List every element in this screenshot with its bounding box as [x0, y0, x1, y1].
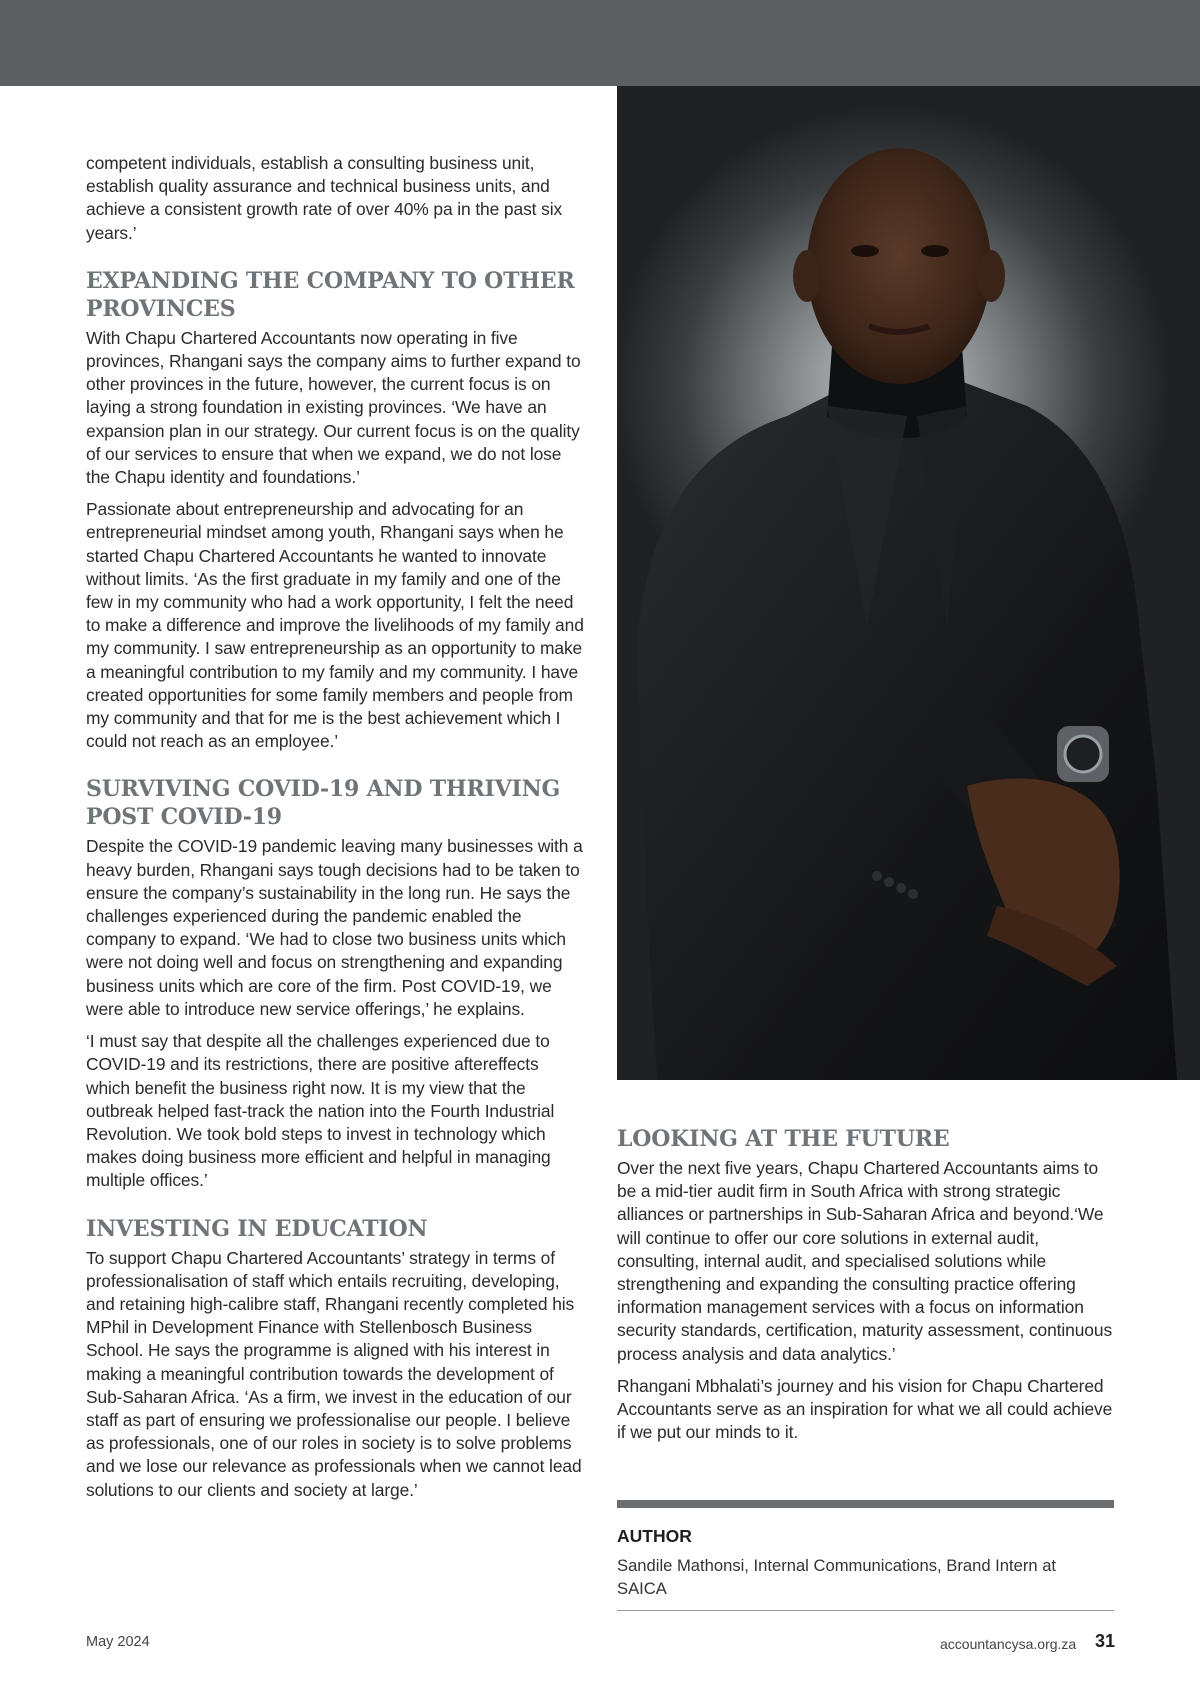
author-credit: Sandile Mathonsi, Internal Communications, Brand Intern at SAICA	[617, 1556, 1057, 1598]
left-column	[86, 152, 586, 1511]
page-number: 31	[1095, 1631, 1116, 1651]
section-heading-covid	[86, 775, 586, 831]
right-column	[617, 1125, 1117, 1453]
body-paragraph: Over the next five years, Chapu Chartered Accountants aims to be a mid-tier audit firm in South Africa with strong strategic alliances or partnerships in Sub-Saharan Africa and beyond.‘We will continue to offer our core solutions in external audit, consulting, internal audit, and specialised solutions while strengthening and expanding the consulting practice offering information management services with a focus on information security standards, certification, maturity assessment, continuous process analysis and data analytics.’	[617, 1158, 1113, 1364]
body-paragraph: ‘I must say that despite all the challenges experienced due to COVID-19 and its restrictions, there are positive aftereffects which benefit the business right now. It is my view that the outbreak helped fast-track the nation into the Fourth Industrial Revolution. We took bold steps to invest in technology which makes doing business more efficient and helpful in managing multiple offices.’	[86, 1031, 555, 1191]
heading-line: PROVINCES	[86, 295, 236, 322]
section-heading-future: LOOKING AT THE FUTURE	[617, 1126, 950, 1152]
section-heading-education	[86, 1215, 586, 1243]
author-heading: AUTHOR	[617, 1526, 692, 1546]
heading-line: SURVIVING COVID-19 AND THRIVING	[86, 776, 561, 803]
intro-paragraph: competent individuals, establish a consulting business unit, establish quality assurance and technical business units, and achieve a consistent growth rate of over 40% pa in the past six years.’	[86, 153, 563, 243]
footer-website: accountancysa.org.za	[940, 1636, 1077, 1652]
bottom-divider	[617, 1610, 1114, 1611]
body-paragraph: Despite the COVID-19 pandemic leaving many businesses with a heavy burden, Rhangani says tough decisions had to be taken to ensure the company’s sustainability in the long run. He says the challenges experienced during the pandemic enabled the company to expand. ‘We had to close two business units which were not doing well and focus on strengthening and expanding business units which are core of the firm. Post COVID-19, we were able to introduce new service offerings,’ he explains.	[86, 836, 583, 1019]
footer-issue-date: May 2024	[86, 1634, 150, 1650]
body-paragraph: With Chapu Chartered Accountants now operating in five provinces, Rhangani says the company aims to further expand to other provinces in the future, however, the current focus is on laying a strong foundation in existing provinces. ‘We have an expansion plan in our strategy. Our current focus is on the quality of our services to ensure that when we expand, we do not lose the Chapu identity and foundations.’	[86, 327, 581, 488]
body-paragraph: Passionate about entrepreneurship and advocating for an entrepreneurial mindset among youth, Rhangani says when he started Chapu Chartered Accountants he wanted to innovate without limits. ‘As the first graduate in my family and one of the few in my community who had a work opportunity, I felt the need to make a difference and improve the livelihoods of my family and my community. I saw entrepreneurship as an opportunity to make a meaningful contribution to my family and my community. I have created opportunities for some family members and people from my community and that for me is the best achievement which I could not reach as an employee.’	[86, 499, 584, 752]
heading-line: POST COVID-19	[86, 804, 282, 831]
portrait-photo	[617, 86, 1200, 1080]
body-paragraph: To support Chapu Chartered Accountants’ strategy in terms of professionalisation of staff which entails recruiting, developing, and retaining high-calibre staff, Rhangani recently completed his MPhil in Development Finance with Stellenbosch Business School. He says the programme is aligned with his interest in making a meaningful contribution towards the development of Sub-Saharan Africa. ‘As a firm, we invest in the education of our staff as part of ensuring we professionalise our people. I believe as professionals, one of our roles in society is to solve problems and we lose our relevance as professionals when we cannot lead solutions to our clients and society at large.’	[86, 1247, 582, 1500]
section-heading-expanding	[86, 267, 586, 323]
body-paragraph: Rhangani Mbhalati’s journey and his vision for Chapu Chartered Accountants serve as an inspiration for what we all could achieve if we put our minds to it.	[617, 1375, 1113, 1443]
heading-line: EXPANDING THE COMPANY TO OTHER	[86, 267, 575, 294]
portrait-illustration	[617, 86, 1200, 1080]
top-color-band	[0, 0, 1200, 86]
heading-line: INVESTING IN EDUCATION	[86, 1215, 428, 1242]
author-divider	[617, 1500, 1114, 1508]
